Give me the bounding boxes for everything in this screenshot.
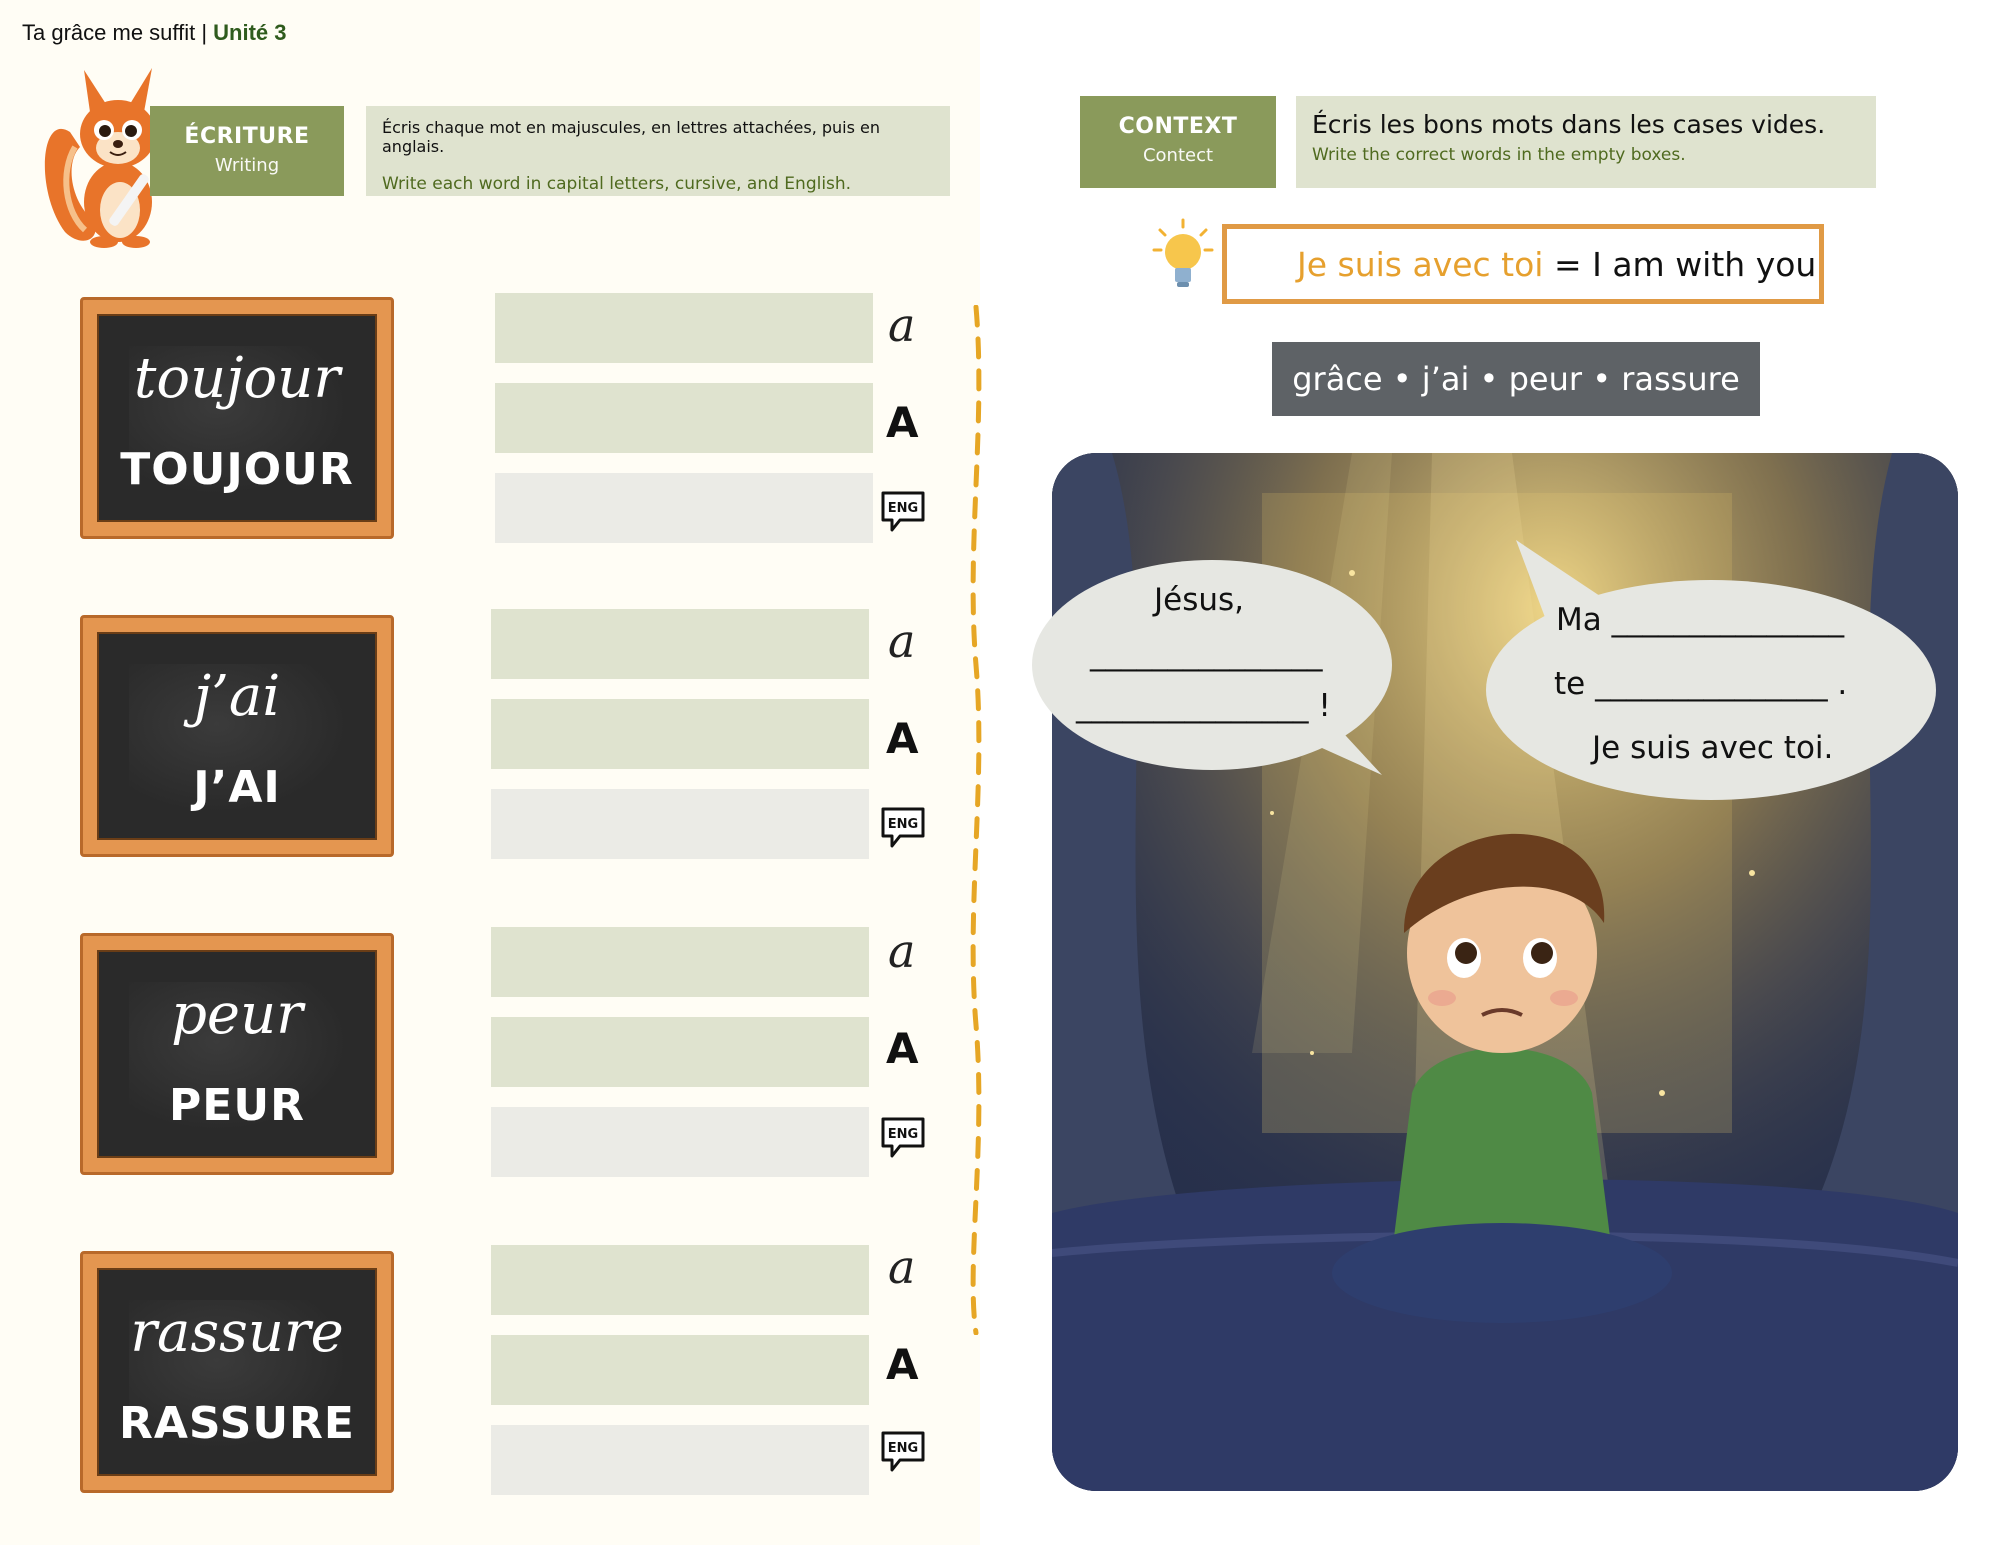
writing-tag-en: Writing [214, 155, 280, 176]
bubble-right-line1[interactable]: Ma _______________ [1556, 602, 1845, 638]
writing-instruction [366, 106, 950, 196]
answer-box-cursive-1[interactable] [495, 293, 873, 363]
answer-box-cursive-3[interactable] [491, 927, 869, 997]
header-unit: Unité 3 [213, 20, 287, 45]
eng-label: ENG [887, 501, 919, 516]
writing-instruction-fr: Écris chaque mot en majuscules, en lettres attachées, puis en anglais. [382, 118, 881, 156]
english-speech-icon [880, 1116, 926, 1160]
lightbulb-icon [1152, 218, 1214, 292]
word-cursive: peur [171, 982, 303, 1047]
hint-box [1222, 224, 1824, 304]
english-speech-icon [880, 1430, 926, 1474]
word-caps: PEUR [169, 1080, 305, 1131]
capital-a-icon: A [886, 714, 919, 763]
hint-english: I am with you [1592, 245, 1817, 284]
capital-a-icon: A [886, 1024, 919, 1073]
cursive-a-icon: a [888, 924, 916, 978]
cursive-a-icon: a [888, 1240, 916, 1294]
context-tag-en: Contect [1142, 145, 1214, 166]
answer-box-caps-2[interactable] [491, 699, 869, 769]
speech-bubble-right [1486, 540, 1936, 802]
writing-instruction-en: Write each word in capital letters, cursive, and English. [382, 174, 852, 194]
writing-tag-fr: ÉCRITURE [184, 124, 310, 149]
answer-box-english-4[interactable] [491, 1425, 869, 1495]
word-cursive: rassure [130, 1300, 344, 1365]
word-card-3 [80, 933, 394, 1175]
page-header [22, 20, 287, 46]
eng-label: ENG [887, 1441, 919, 1456]
bubble-left-line1: Jésus, [1154, 582, 1245, 618]
hint-french: Je suis avec toi [1297, 245, 1544, 284]
answer-box-cursive-2[interactable] [491, 609, 869, 679]
answer-box-cursive-4[interactable] [491, 1245, 869, 1315]
context-tag-fr: CONTEXT [1118, 114, 1238, 139]
english-speech-icon [880, 806, 926, 850]
context-instruction [1296, 96, 1876, 188]
answer-box-caps-3[interactable] [491, 1017, 869, 1087]
hint-equals: = [1543, 245, 1593, 284]
context-tag [1080, 96, 1276, 188]
header-title: Ta grâce me suffit | [22, 20, 214, 45]
bubble-right-line2[interactable]: te _______________ . [1554, 666, 1848, 702]
bubble-left-line2[interactable]: _______________ [1090, 636, 1323, 672]
word-caps: J’AI [193, 762, 281, 813]
eng-label: ENG [887, 1127, 919, 1142]
bubble-left-line3[interactable]: _______________ ! [1076, 688, 1331, 724]
answer-box-english-1[interactable] [495, 473, 873, 543]
word-card-1 [80, 297, 394, 539]
word-caps: RASSURE [118, 1398, 355, 1449]
context-instruction-en: Write the correct words in the empty boxes. [1312, 145, 1686, 165]
answer-box-english-3[interactable] [491, 1107, 869, 1177]
capital-a-icon: A [886, 1340, 919, 1389]
word-card-4 [80, 1251, 394, 1493]
word-card-2 [80, 615, 394, 857]
speech-bubble-left [1032, 560, 1402, 780]
context-instruction-fr: Écris les bons mots dans les cases vides. [1312, 110, 1826, 139]
cursive-a-icon: a [888, 614, 916, 668]
answer-box-english-2[interactable] [491, 789, 869, 859]
capital-a-icon: A [886, 398, 919, 447]
cursive-a-icon: a [888, 298, 916, 352]
word-cursive: j’ai [193, 664, 281, 729]
answer-box-caps-4[interactable] [491, 1335, 869, 1405]
eng-label: ENG [887, 817, 919, 832]
dashed-divider [962, 305, 992, 1335]
word-cursive: toujour [133, 346, 341, 411]
word-caps: TOUJOUR [120, 444, 354, 495]
writing-tag [150, 106, 344, 196]
word-bank: grâce • j’ai • peur • rassure [1272, 342, 1760, 416]
answer-box-caps-1[interactable] [495, 383, 873, 453]
bubble-right-line3: Je suis avec toi. [1592, 730, 1834, 766]
english-speech-icon [880, 490, 926, 534]
